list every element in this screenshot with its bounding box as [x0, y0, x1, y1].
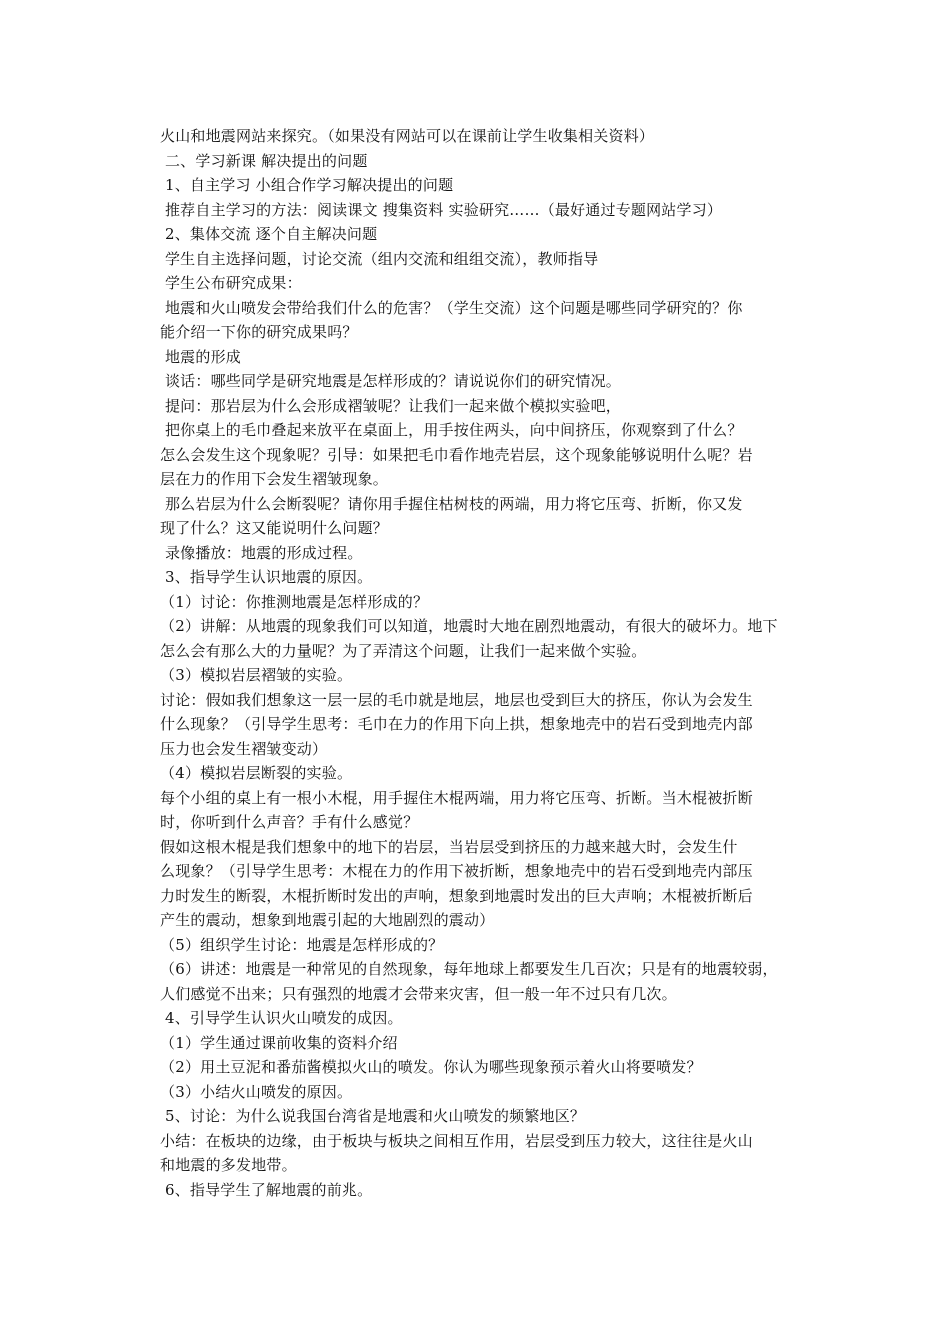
- text-line: 能介绍一下你的研究成果吗？: [160, 323, 358, 341]
- text-line: 5、讨论：为什么说我国台湾省是地震和火山喷发的频繁地区？: [160, 1107, 586, 1125]
- text-line: 那么岩层为什么会断裂呢？请你用手握住枯树枝的两端，用力将它压弯、折断，你又发: [160, 494, 743, 513]
- text-line: 讨论：假如我们想象这一层一层的毛巾就是地层，地层也受到巨大的挤压，你认为会发生: [160, 690, 753, 709]
- text-line: 力时发生的断裂，木棍折断时发出的声响，想象到地震时发出的巨大声响；木棍被折断后: [160, 886, 753, 905]
- text-line: 提问：那岩层为什么会形成褶皱呢？让我们一起来做个模拟实验吧，: [160, 396, 621, 415]
- text-line: 假如这根木棍是我们想象中的地下的岩层，当岩层受到挤压的力越来越大时，会发生什: [160, 837, 738, 856]
- text-line: （1）学生通过课前收集的资料介绍: [160, 1033, 398, 1052]
- text-line: 地震和火山喷发会带给我们什么的危害？（学生交流）这个问题是哪些同学研究的？你: [160, 298, 743, 317]
- text-line: 学生公布研究成果：: [160, 274, 302, 292]
- text-line: 火山和地震网站来探究。（如果没有网站可以在课前让学生收集相关资料）: [160, 127, 655, 145]
- text-line: 产生的震动，想象到地震引起的大地剧烈的震动）: [160, 911, 495, 929]
- text-line: 二、学习新课 解决提出的问题: [160, 151, 368, 170]
- text-line: 怎么会有那么大的力量呢？为了弄清这个问题，让我们一起来做个实验。: [160, 641, 647, 660]
- text-line: 1、自主学习 小组合作学习解决提出的问题: [160, 176, 454, 194]
- text-line: 么现象？（引导学生思考：木棍在力的作用下被折断，想象地壳中的岩石受到地壳内部压: [160, 862, 753, 880]
- text-line: 和地震的多发地带。: [160, 1156, 297, 1174]
- text-line: 学生自主选择问题，讨论交流（组内交流和组组交流），教师指导: [160, 249, 599, 268]
- document-body: [160, 124, 800, 1202]
- text-line: 6、指导学生了解地震的前兆。: [160, 1180, 373, 1199]
- text-line: 推荐自主学习的方法：阅读课文 搜集资料 实验研究……（最好通过专题网站学习）: [160, 200, 723, 219]
- text-line: 小结：在板块的边缘，由于板块与板块之间相互作用，岩层受到压力较大，这往往是火山: [160, 1131, 753, 1150]
- text-line: 怎么会发生这个现象呢？引导：如果把毛巾看作地壳岩层，这个现象能够说明什么呢？岩: [160, 445, 753, 464]
- text-line: （3）小结火山喷发的原因。: [160, 1082, 353, 1101]
- text-line: （1）讨论：你推测地震是怎样形成的？: [160, 592, 429, 611]
- text-line: 压力也会发生褶皱变动）: [160, 739, 328, 758]
- text-line: 3、指导学生认识地震的原因。: [160, 568, 373, 586]
- text-line: 层在力的作用下会发生褶皱现象。: [160, 470, 389, 488]
- text-line: 谈话：哪些同学是研究地震是怎样形成的？请说说你们的研究情况。: [160, 372, 621, 390]
- text-line: 每个小组的桌上有一根小木棍，用手握住木棍两端，用力将它压弯、折断。当木棍被折断: [160, 788, 753, 807]
- text-line: （4）模拟岩层断裂的实验。: [160, 764, 353, 782]
- text-line: 什么现象？（引导学生思考：毛巾在力的作用下向上拱，想象地壳中的岩石受到地壳内部: [160, 715, 753, 733]
- text-line: （6）讲述：地震是一种常见的自然现象，每年地球上都要发生几百次；只是有的地震较弱，: [160, 960, 778, 978]
- text-line: 地震的形成: [160, 347, 241, 366]
- text-line: 人们感觉不出来；只有强烈的地震才会带来灾害，但一般一年不过只有几次。: [160, 984, 677, 1003]
- text-line: 把你桌上的毛巾叠起来放平在桌面上，用手按住两头，向中间挤压，你观察到了什么？: [160, 421, 743, 439]
- text-line: 2、集体交流 逐个自主解决问题: [160, 225, 378, 243]
- text-line: （2）用土豆泥和番茄酱模拟火山的喷发。你认为哪些现象预示着火山将要喷发？: [160, 1058, 702, 1076]
- text-line: （2）讲解：从地震的现象我们可以知道，地震时大地在剧烈地震动，有很大的破坏力。地下: [160, 617, 778, 635]
- text-line: （5）组织学生讨论：地震是怎样形成的？: [160, 935, 444, 954]
- text-line: 时，你听到什么声音？手有什么感觉？: [160, 813, 419, 831]
- text-line: 4、引导学生认识火山喷发的成因。: [160, 1009, 403, 1027]
- text-line: 现了什么？这又能说明什么问题？: [160, 519, 389, 537]
- text-line: 录像播放：地震的形成过程。: [160, 543, 363, 562]
- text-line: （3）模拟岩层褶皱的实验。: [160, 666, 353, 684]
